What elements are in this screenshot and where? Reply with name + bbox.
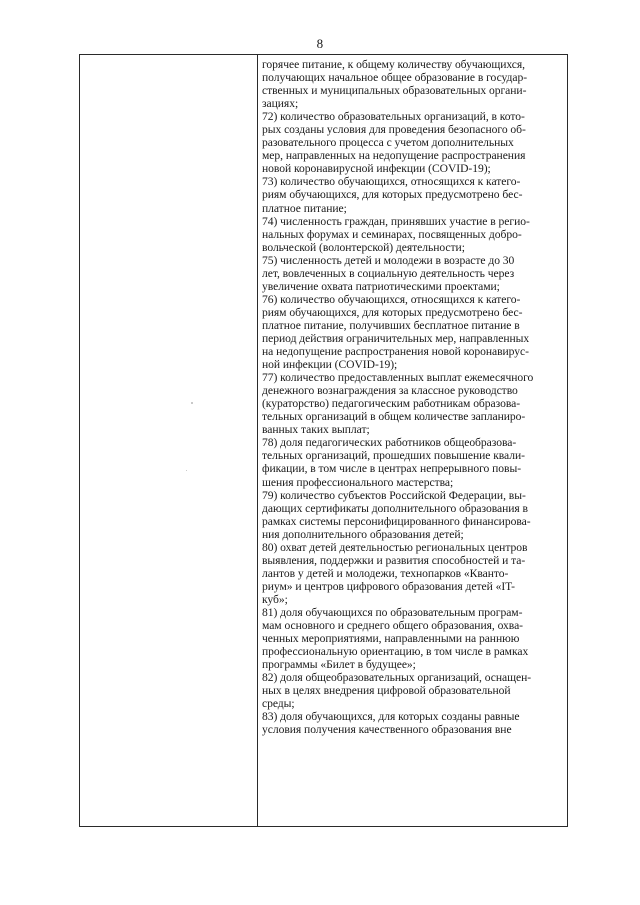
text-line: мер, направленных на недопущение распространения <box>262 149 526 163</box>
text-line: дающих сертификаты дополнительного образования в <box>262 501 528 515</box>
text-line: зациях; <box>262 97 299 111</box>
text-line: фикации, в том числе в центрах непрерывного повы- <box>262 462 522 476</box>
text-line: период действия ограничительных мер, направленных <box>262 331 530 345</box>
text-line: 73) количество обучающихся, относящихся к катего- <box>262 175 521 189</box>
text-line: 74) численность граждан, принявших участие в регио- <box>262 214 530 228</box>
text-line: лантов у детей и молодежи, технопарков «Кванто- <box>262 566 509 580</box>
text-line: риум» и центров цифрового образования детей «IT- <box>262 579 515 593</box>
text-line: 82) доля общеобразовательных организаций, оснащен- <box>262 671 532 685</box>
content-cell <box>262 58 568 736</box>
text-line: мам основного и среднего общего образования, охва- <box>262 619 523 633</box>
text-line: рамках системы персонифицированного финансирова- <box>262 514 531 528</box>
text-line: лет, вовлеченных в социальную деятельность через <box>262 266 515 280</box>
text-line: получающих начальное общее образование в государ- <box>262 71 528 85</box>
column-divider <box>257 54 258 827</box>
text-line: новой коронавирусной инфекции (COVID-19); <box>262 162 491 176</box>
text-line: разовательного процесса с учетом дополнительных <box>262 136 514 150</box>
text-line: тельных организаций, прошедших повышение квали- <box>262 449 525 463</box>
text-line: рых созданы условия для проведения безопасного об- <box>262 123 526 137</box>
text-line: ной инфекции (COVID-19); <box>262 358 398 372</box>
text-line: 80) охват детей деятельностью региональных центров <box>262 540 528 554</box>
text-line: 79) количество субъектов Российской Федерации, вы- <box>262 488 526 502</box>
text-line: нальных форумах и семинарах, посвященных добро- <box>262 227 522 241</box>
scan-speck <box>191 402 193 404</box>
text-line: куб»; <box>262 592 288 606</box>
text-line: ных в целях внедрения цифровой образовательной <box>262 684 511 698</box>
text-line: на недопущение распространения новой коронавирус- <box>262 345 529 359</box>
text-line: ственных и муниципальных образовательных органи- <box>262 84 527 98</box>
text-line: 75) численность детей и молодежи в возрасте до 30 <box>262 253 515 267</box>
text-line: (кураторство) педагогическим работникам образова- <box>262 397 521 411</box>
text-line: риям обучающихся, для которых предусмотрено бес- <box>262 188 523 202</box>
text-line: шения профессионального мастерства; <box>262 475 454 489</box>
text-line: вольческой (волонтерской) деятельности; <box>262 240 465 254</box>
text-line: 72) количество образовательных организаций, в кото- <box>262 110 525 124</box>
text-line: ния дополнительного образования детей; <box>262 527 464 541</box>
text-line: горячее питание, к общему количеству обучающихся, <box>262 58 526 71</box>
text-line: ченных мероприятиями, направленными на раннюю <box>262 632 520 646</box>
text-line: 77) количество предоставленных выплат ежемесячного <box>262 371 534 385</box>
text-line: увеличение охвата патриотическими проектами; <box>262 279 500 293</box>
text-line: среды; <box>262 697 295 711</box>
text-line: платное питание; <box>262 201 347 215</box>
text-line: условия получения качественного образования вне <box>262 723 512 737</box>
text-line: риям обучающихся, для которых предусмотрено бес- <box>262 305 523 319</box>
scan-speck <box>186 470 187 471</box>
text-line: программы «Билет в будущее»; <box>262 658 416 672</box>
text-line: ванных таких выплат; <box>262 423 370 437</box>
text-line: 78) доля педагогических работников общеобразова- <box>262 436 517 450</box>
text-line: 76) количество обучающихся, относящихся к катего- <box>262 292 521 306</box>
text-line: денежного вознаграждения за классное руководство <box>262 384 518 398</box>
text-line: выявления, поддержки и развития способностей и та- <box>262 553 526 567</box>
text-line: платное питание, получивших бесплатное питание в <box>262 318 520 332</box>
text-line: тельных организаций в общем количестве запланиро- <box>262 410 526 424</box>
text-line: 81) доля обучающихся по образовательным програм- <box>262 605 523 619</box>
page-number: 8 <box>316 36 324 51</box>
text-line: 83) доля обучающихся, для которых созданы равные <box>262 710 520 724</box>
text-line: профессиональную ориентацию, в том числе в рамках <box>262 645 529 659</box>
